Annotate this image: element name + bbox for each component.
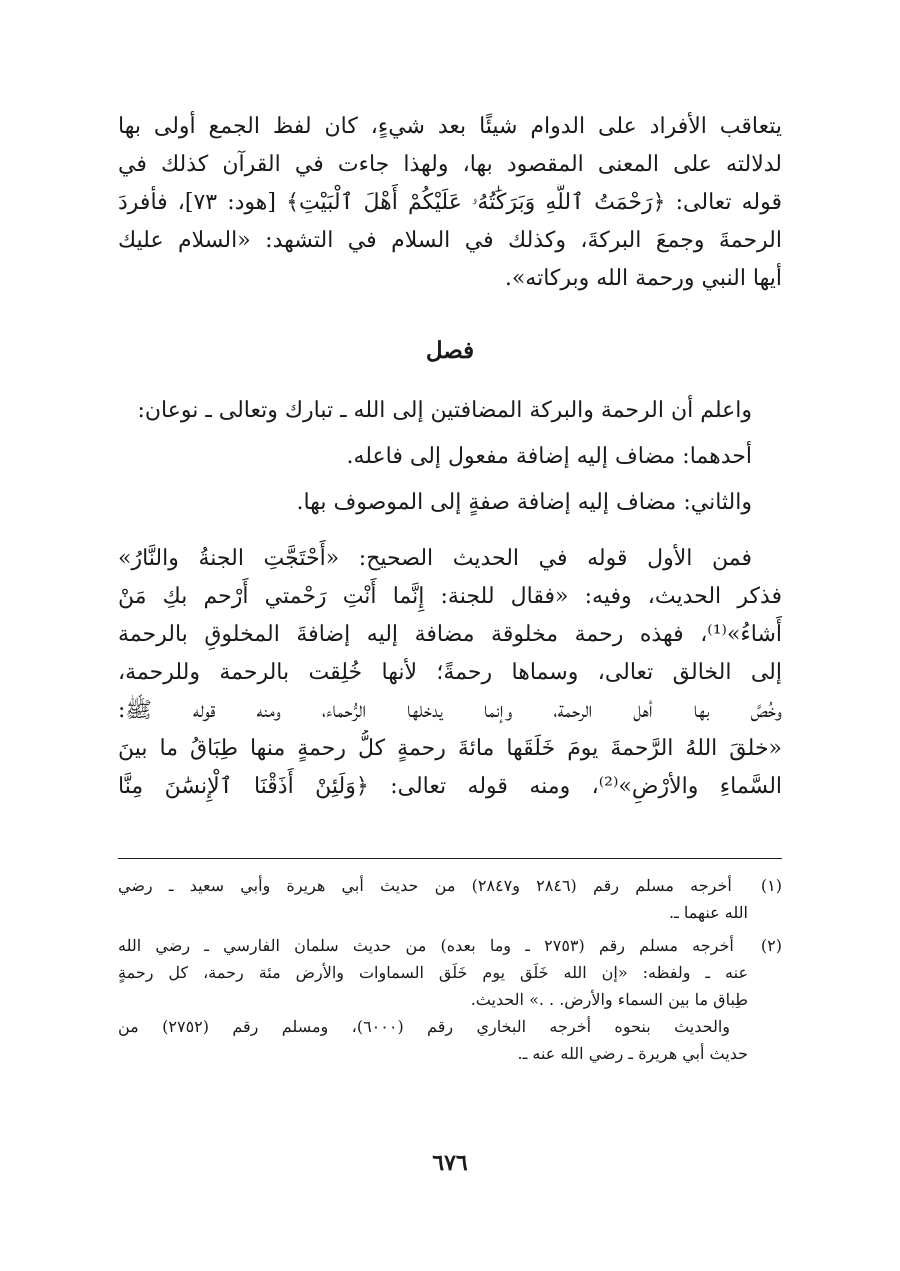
text-line: إلى الخالق تعالى، وسماها رحمةً؛ لأنها خُلِقت بالرحمة وللرحمة، (118, 660, 782, 685)
footnote-2-line: طِباق ما بين السماء والأرض. . .» الحديث. (470, 990, 748, 1009)
text-line: أَشاءُ»⁽¹⁾، فهذه رحمة مخلوقة مضافة إليه إضافةَ المخلوقِ بالرحمة (118, 622, 782, 647)
text-line: أحدهما: مضاف إليه إضافة مفعول إلى فاعله. (346, 444, 752, 469)
section-heading: فصل (425, 337, 475, 364)
footnote-text: أخرجه مسلم رقم (٢٧٥٣ ـ وما بعده) من حديث سلمان الفارسي ـ رضي الله (118, 936, 734, 955)
paragraph-block-3 (118, 540, 782, 806)
footnote-number: (١) (760, 876, 782, 895)
text-line: واعلم أن الرحمة والبركة المضافتين إلى الله ـ تبارك وتعالى ـ نوعان: (137, 398, 752, 423)
text-line: فذكر الحديث، وفيه: «فقال للجنة: إِنَّما أَنْتِ رَحْمتي أَرْحم بكِ مَنْ (118, 584, 782, 609)
footnote-2-line: والحديث بنحوه أخرجه البخاري رقم (٦٠٠٠)، ومسلم رقم (٢٧٥٢) من (118, 1017, 731, 1036)
text-line: أيها النبي ورحمة الله وبركاته». (504, 266, 782, 291)
text-line: فمن الأول قوله في الحديث الصحيح: «أَحْتَجَّتِ الجنةُ والنَّارُ» (118, 546, 752, 571)
paragraph-block-2 (118, 388, 782, 526)
footnote-2-line: عنه ـ ولفظه: «إن الله خَلَق يوم خَلَق السماوات والأرض مئة رحمة، كل رحمةٍ (118, 963, 748, 982)
text-line: لدلالته على المعنى المقصود بها، ولهذا جاءت في القرآن كذلك في (118, 152, 782, 177)
footnote-2-line: حديث أبي هريرة ـ رضي الله عنه ـ. (517, 1044, 748, 1063)
footnotes (118, 872, 782, 1067)
text-line: قوله تعالى: ﴿رَحْمَتُ ٱللَّهِ وَبَرَكَٰتُهُۥ عَلَيْكُمْ أَهْلَ ٱلْبَيْتِ﴾ [هود: ٧٣]، فأفردَ (118, 190, 782, 215)
footnote-1-line: الله عنهما ـ. (668, 903, 748, 922)
footnote-number: (٢) (760, 936, 782, 955)
footnote-2-line (118, 932, 782, 959)
footnote-divider (118, 858, 782, 859)
text-line: السَّماءِ والأرْضِ»⁽²⁾، ومنه قوله تعالى: ﴿وَلَئِنْ أَذَقْنَا ٱلْإِنسَٰنَ مِنَّا (118, 774, 782, 799)
text-line: الرحمةَ وجمعَ البركةَ، وكذلك في السلام في التشهد: «السلام عليك (118, 228, 782, 253)
text-line: والثاني: مضاف إليه إضافة صفةٍ إلى الموصوف بها. (296, 490, 752, 515)
page-number: ٦٧٦ (432, 1150, 468, 1176)
footnote-1-line (118, 872, 782, 899)
text-line: «خلقَ اللهُ الرَّحمةَ يومَ خَلَقَها مائةَ رحمةٍ كلُّ رحمةٍ منها طِبَاقُ ما بينَ (118, 736, 782, 761)
text-line: يتعاقب الأفراد على الدوام شيئًا بعد شيءٍ، كان لفظ الجمع أولى بها (118, 114, 782, 139)
text-line: وخُصَّ بها أهل الرحمة، وإنما يدخلها الرُّحماء، ومنه قوله ﷺ: (118, 698, 782, 723)
paragraph-block-1 (118, 108, 782, 298)
footnote-text: أخرجه مسلم رقم (٢٨٤٦ و٢٨٤٧) من حديث أبي هريرة وأبي سعيد ـ رضي (118, 876, 732, 895)
